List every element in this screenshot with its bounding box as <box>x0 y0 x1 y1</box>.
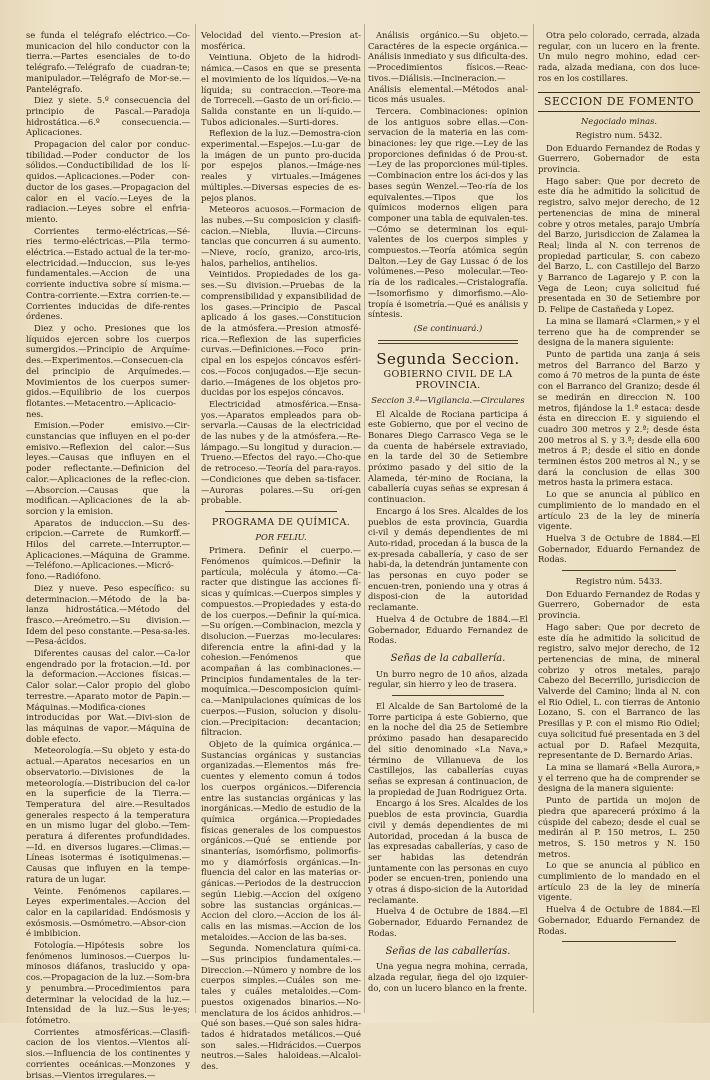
paragraph: Lo que se anuncia al público en cumplimiento de lo mandado en el artículo 23 de la ley de minería vigente. <box>538 489 700 532</box>
paragraph: Don Eduardo Fernandez de Rodas y Guerrero, Gobernador de esta provincia. <box>538 588 700 621</box>
paragraph: Encargo á los Sres. Alcaldes de los pueblos de esta provincia, Guardia ci-vil y demás dependientes de mi Auto-ridad, procedan á la busca de la ex-presada caballería, y caso de ser habi-da, la detendrán juntamente con las personas en cuyo poder se encuen-tren, poniendo una y otras á disposi-cion de la autoridad reclamante. <box>368 505 528 613</box>
paragraph: Segunda. Nomenclatura quími-ca.—Sus principios fundamentales.—Direccion.—Número y nombre de los cuerpos simples.—Cuáles son me-tales y cuáles metaloides.—Com-puestos oxigenados binarios.—No-menclatura de los ácidos anhidros.—Qué son bases.—Qué son sales hidra-tados é hidratados metálicos.—Qué son sales.—Hidrácidos.—Cuerpos neutros.—Sales haloideas.—Alcaloi-des. <box>201 943 361 1072</box>
column-rule <box>533 24 534 1013</box>
section-heading-quimica: PROGRAMA DE QUÍMICA. <box>211 516 351 528</box>
paragraph: Punto de partida un mojon de piedra que aparecerá próximo á la cúspide del cabezo; desde el cual se medirán al P. 150 metros, L. 250 metros, S. 150 metros y N. 150 metros. <box>538 795 700 859</box>
paragraph: Punto de partida una zanja á seis metros del Barranco del Barzo y como á 70 metros de la punta de éste con el Barranco del Granizo; desde él se medirán en direccion N. 100 metros, fijándose la 1.ª estaca: desde ésta en direccion E. y siguiendo el cuadro 300 metros y 2.ª; desde ésta 200 metros al S. y 3.ª; desde ella 600 metros á P.; desde el sitio en donde terminen éstos 200 metros al N., y se dará la conclusion de ellas 300 metros hasta la primera estaca. <box>538 348 700 488</box>
column-4 <box>538 30 700 1017</box>
paragraph: Meteorología.—Su objeto y esta-do actual.—Aparatos necesarios en un observatorio.—Divisiones de la meteorología.—Distribucion del ca-lor en la superficie de la Tierra.—Temperatura del aire.—Resultados generales respecto á la temperatura en un mismo lugar del globo.—Tem-peratura á diferentes profundidades.—Id. en diversos lugares.—Climas.—Líneas isotermas é isotiquimenas.—Causas que influyen en la tempe-ratura de un lugar. <box>26 745 190 884</box>
paragraph: Veintiuna. Objeto de la hidrodi-námica.—Casos en que se presenta el movimiento de los líquidos.—Ve-na líquida; su contraccion.—Teore-ma de Torreceli.—Gasto de un orí-ficio.—Salida constante en un lí-quido.—Tubos adicionales.—Surti-dores. <box>201 52 361 127</box>
registro-heading: Registro num. 5432. <box>575 129 663 140</box>
paragraph: Otra pelo colorado, cerrada, alzada regular, con un lucero en la frente. Un mulo negro mohino, edad cer-rada, alzada mediana, con dos luce-ros en los costillares. <box>538 30 700 83</box>
author-line: POR FELIU. <box>255 531 307 542</box>
section-title-segunda-seccion: Segunda Seccion. <box>376 349 520 368</box>
paragraph: Corrientes atmosféricas.—Clasifi-cacion de los vientos.—Vientos alí-sios.—Influencia de los continentes y corrientes oceánicas.—Monzones y brisas.—Vientos irregulares.— <box>26 1026 190 1080</box>
paragraph: Tercera. Combinaciones: opinion de los antiguos sobre ellas.—Con-servacion de la materia en las com-binaciones: ley que rige.—Ley de las proporciones definidas ó de Prou-st.—Ley de las proporciones múl-tiples.—Combinacion entre los áci-dos y las bases según Wenzel.—Teo-ría de los equivalentes.—Tipos que los químicos modernos eligen para componer una tabla de equivalen-tes.—Cómo se determinan los equi-valentes de los cuerpos simples y compuestos.—Teoría atómica según Dalton.—Ley de Gay Lussac ó de los volúmenes.—Peso molecular.—Teo-ría de los radicales.—Cristalografía.—Isomorfismo y dimorfismo.—Alo-tropía é isometría.—Qué es análisis y síntesis. <box>368 105 528 320</box>
continuation-note: (Se continuará.) <box>413 322 483 333</box>
paragraph: Electricidad atmosférica.—Ensa-yos.—Aparatos empleados para ob-servarla.—Causas de la electricidad de las nubes y de la atmósfera.—Re-lámpago.—Su longitud y duracion.—Trueno.—Efectos del rayo.—Cho-que de retroceso.—Teoría del para-rayos.—Condiciones que deben sa-tisfacer.—Auroras polares.—Su orí-gen probable. <box>201 398 361 506</box>
paragraph: Veintidos. Propiedades de los ga-ses.—Su division.—Pruebas de la comprensibilidad y expansibilidad de los gases.—Principio de Pascal aplicado á los gases.—Constitucion de la atmósfera.—Presion atmosfé-rica.—Reflexion de las superficies curvas.—Definiciones.—Foco prin-cipal en los espejos cóncavos esféri-cos.—Focos conjugados.—Eje secun-dario.—Imágenes de los objetos pro-ducidas por los espejos cóncavos. <box>201 269 361 398</box>
gobierno-heading: GOBIERNO CIVIL DE LA PROVINCIA. <box>383 369 513 392</box>
column-rule <box>364 24 365 1013</box>
paragraph: Encargo á los Sres. Alcaldes de los pueblos de esta provincia, Guardia civil y demás dependientes de mi Autoridad, procedan á la busca de las expresadas caballerías, y caso de ser habidas las detendrán juntamente con las personas en cuyo poder se encuen-tren, poniendo una y otras á dispo-sicion de la Autoridad reclamante. <box>368 798 528 905</box>
paragraph: Una yegua negra mohina, cerrada, alzada regular, ñega del ojo izquier-do, con un lucero blanco en la frente. <box>368 961 528 993</box>
paragraph: La mina se llamará «Bella Aurora,» y el terreno que ha de comprender se designa de la manera siguiente: <box>538 762 700 794</box>
column-rule <box>195 24 196 1013</box>
seccion-line: Seccion 3.ª—Vigilancia.—Circulares <box>371 394 525 405</box>
column-1 <box>26 30 190 1080</box>
column-2 <box>201 30 361 1072</box>
registro-heading: Registro núm. 5433. <box>575 576 663 587</box>
paragraph: Corrientes termo-eléctricas.—Sé-ries termo-eléctricas.—Pila termo-eléctrica.—Estado actual de la ter-mo-electricidad.—Induccion, sus le-yes fundamentales.—Accion de una corriente inductiva sobre sí misma.—Contra-corriente.—Extra corrien-te.—Corrientes inducidas de dife-rentes órdenes. <box>26 225 190 322</box>
paragraph: Velocidad del viento.—Presion at-mosférica. <box>201 30 361 51</box>
signature: Huelva 4 de Octubre de 1884.—El Gobernador, Eduardo Fernandez de Rodas. <box>368 613 528 646</box>
paragraph: Objeto de la química orgánica.—Sustancias orgánicas y sustancias organizadas.—Elementos más fre-cuentes y elemento comun á todos los cuerpos orgánicos.—Diferencia entre las sustancias orgánicas y las inorgánicas.—Medio de estudio de la química orgánica.—Propiedades físicas generales de los compuestos orgánicos.—Qué se entiende por sinanterías, isomórfismo, polimorfis-mo y diamórfosis orgánicas.—In-fluencia del calor en las materias or-gánicas.—Periodos de la destruccion según Liebig.—Accion del oxígeno sobre las sustancias orgánicas.—Accion del cloro.—Accion de los ál-calis en las mismas.—Accion de los metaloides.—Accion de las ba-ses. <box>201 739 361 942</box>
subheading-senas: Señas de las caballerías. <box>385 945 511 957</box>
subheading-senas: Señas de la caballería. <box>390 652 506 664</box>
paragraph: Diez y siete. 5.º consecuencia del principio de Pascal.—Paradoja hidrostática.—6.º consecuencia.—Aplicaciones. <box>26 95 190 138</box>
negociado-line: Negociado minas. <box>580 116 658 127</box>
column-3 <box>368 30 528 1017</box>
paragraph: Fotología.—Hipótesis sobre los fenómenos luminosos.—Cuerpos lu-minosos diáfanos, traslucido y opa-cos.—Propagacion de la luz.—Som-bra y penumbra.—Procedimientos para determinar la velocidad de la luz.—Intensidad de la luz.—Sus le-yes; fotómetro. <box>26 940 190 1025</box>
paragraph: Un burro negro de 10 años, alzada regular, sin hierro y leo de trasera. <box>368 668 528 690</box>
section-heading-fomento: SECCION DE FOMENTO <box>538 92 700 113</box>
paragraph: Diez y ocho. Presiones que los líquidos ejercen sobre los cuerpos sumergidos.—Principio de Arquíme-des.—Experimentos.—Consecuen-cia del principio de Arquímedes.—Movimientos de los cuerpos sumer-gidos.—Equilibrio de los cuerpos flotantes.—Metacentro.—Aplicacio-nes. <box>26 322 190 419</box>
paragraph: Propagacion del calor por conduc-tibilidad.—Poder conductor de los sólidos.—Conductibilidad de los lí-quidos.—Aplicaciones.—Poder con-ductor de los gases.—Propagacion del calor en el vacío.—Leyes de la radiacion.—Leyes sobre el enfria-miento. <box>26 139 190 224</box>
paragraph: Emision.—Poder emisivo.—Cir-cunstancias que influyen en el po-der emisivo.—Reflexion del calor.—Sus leyes.—Causas que influyen en el poder reflectante.—Definicion del calor.—Aplicaciones de la reflec-cion.—Absorcion.—Causas que la modifican.—Aplicaciones de la ab-sorcion y la emision. <box>26 420 190 516</box>
paragraph: Don Eduardo Fernandez de Rodas y Guerrero, Gobernador de esta provincia. <box>538 142 700 175</box>
paragraph: Reflexion de la luz.—Demostra-cion experimental.—Espejos.—Lu-gar de la imágen de un punto pro-ducida por espejos planos.—Imáge-nes reales y virtuales.—Imágenes múltiples.—Diversas especies de es-pejos planos. <box>201 128 361 203</box>
paragraph: Análisis orgánico.—Su objeto.—Caractéres de la especie orgánica.—Análisis inmediato y sus dificulta-des.—Procedimientos físicos.—Reac-tivos.—Diálisis.—Incineracion.—Análisis elemental.—Métodos anal-ticos más usuales. <box>368 30 528 105</box>
paragraph: Diez y nueve. Peso específico: su determinacion.—Método de la ba-lanza hidrostática.—Método del frasco.—Areómetro.—Su division.—Idem del peso constante.—Pesa-sa-les.—Pesa-ácidos. <box>26 582 190 647</box>
paragraph: se funda el telégrafo eléctrico.—Co-municacion del hilo conductor con la tierra.—Partes esenciales de to-do telégrafo.—Telégrafo de cuadran-te; manipulador.—Telégrafo de Mor-se.—Pantelégrafo. <box>26 30 190 94</box>
signature: Huelva 4 de Octubre de 1884.—El Gobernador, Eduardo Fernandez de Rodas. <box>368 906 528 938</box>
divider <box>392 695 504 696</box>
paragraph: Diferentes causas del calor.—Ca-lor engendrado por la frotacion.—Id. por la deformacion.—Acciones físicas.—Calor solar.—Calor propio del globo terrestre.—Aparato motor de Papin.—Máquinas.—Modifica-ciones introducidas por Wat.—Divi-sion de las máquinas de vapor.—Máquina de doble efecto. <box>26 648 190 744</box>
signature: Huelva 3 de Octubre de 1884.—El Gobernador, Eduardo Fernandez de Rodas. <box>538 532 700 565</box>
paragraph: El Alcalde de Rociana participa á este Gobierno, que por el vecino de Bonares Diego Carrasco Vega se le da cuenta de habérsele extraviado, en la tarde del 30 de Setiembre próximo pasado y del sitio de la Alameda, tér-mino de Rociana, la caballería cuyas señas se expresan á continuacion. <box>368 408 528 505</box>
signature: Huelva 4 de Octubre de 1884.—El Gobernador, Eduardo Fernandez de Rodas. <box>538 904 700 936</box>
divider <box>562 941 676 942</box>
paragraph: Meteoros acuosos.—Formacion de las nubes.—Su composicion y clasifi-cacion.—Niebla, lluvia.—Circuns-tancias que concurren á su aumento.—Nieve, rocío, granizo, arco-iris, halos, parhelios, antihelios. <box>201 204 361 268</box>
divider <box>562 570 676 571</box>
paragraph: Veinte. Fenómenos capilares.—Leyes experimentales.—Accion del calor en la capilaridad. Endósmosis y exósmosis.—Osmómetro.—Absor-cion é imbibicion. <box>26 885 190 939</box>
paragraph: Lo que se anuncia al público en cumplimiento de lo mandado en el artículo 23 de la ley de minería vigente. <box>538 860 700 903</box>
paragraph: La mina se llamará «Clarmen,» y el terreno que ha de comprender se designa de la manera siguiente: <box>538 315 700 348</box>
double-divider <box>378 340 518 344</box>
paragraph: Aparatos de induccion.—Su des-cripcion.—Carrete de Rumkorff.—Hilos del carrete.—Interruptor.—Aplicaciones.—Máquina de Gramme.—Teléfono.—Aplicaciones.—Micró-fono.—Radiófono. <box>26 517 190 582</box>
paragraph: Hago saber: Que por decreto de este día he admitido la solicitud de registro, salvo mejor derecho, de 12 pertenencias de mina de mineral cobre y otros metales, parajo Umbría del Barzo, jurisdiccion de Zalamea la Real; linda al N. con terrenos de propiedad particular, S. con cabezo del Barzo, L. con Castillejo del Barzo y Barranco de Lagarejo y P. con la Vega de Leon; cuya solicitud fué presentada en 30 de Setiembre por D. Felipe de Castañeda y Lopez. <box>538 175 700 315</box>
paragraph: El Alcalde de San Bartolomé de la Torre participa á este Gobierno, que en la noche del dia 25 de Setiembre próximo pasado han desaparecido del sitio denominado «La Nava,» término de Villanueva de los Castillejos, las caballerías cuyas señas se expresan á continuacion, de la propiedad de Juan Rodriguez Orta. <box>368 701 528 797</box>
paragraph: Hago saber: Que por decreto de este día he admitido la solicitud de registro, salvo mejor derecho, de 12 pertenencias de mina, de mineral cobrizo y otros metales, parajo Cabezo del Becerrillo, jurisdiccion de Valverde del Camino; linda al N. con el Rio Odiel, L. con tierras de Antonio Lozano, S. con el Barranco de las Presillas y P. con el mismo Rio Odiel; cuya solicitud fué presentada en 3 del actual por D. Rafael Mezquita, representante de D. Bernardo Arias. <box>538 621 700 761</box>
divider <box>225 511 337 512</box>
paragraph: Primera. Definir el cuerpo.—Fenómenos químicos.—Definir la partícula, molécula y átomo.—Ca-racter que distingue las acciones fí-sicas y químicas.—Cuerpos simples y compuestos.—Propiedades y esta-do de los cuerpos.—Definir la quí-mica.—Su orígen.—Combinacion, mezcla y disolucion.—Fuerzas mo-leculares: diferencia entre la afini-dad y la cohesion.—Fenómenos que acompañan á las combinaciones.—Principios fundamentales de la ter-moquímica.—Descomposicion quími-ca.—Manipulaciones químicas de los cuerpos.—Fusion, solucion y disolu-cion.—Precipitacion: decantacion; filtracion. <box>201 545 361 738</box>
